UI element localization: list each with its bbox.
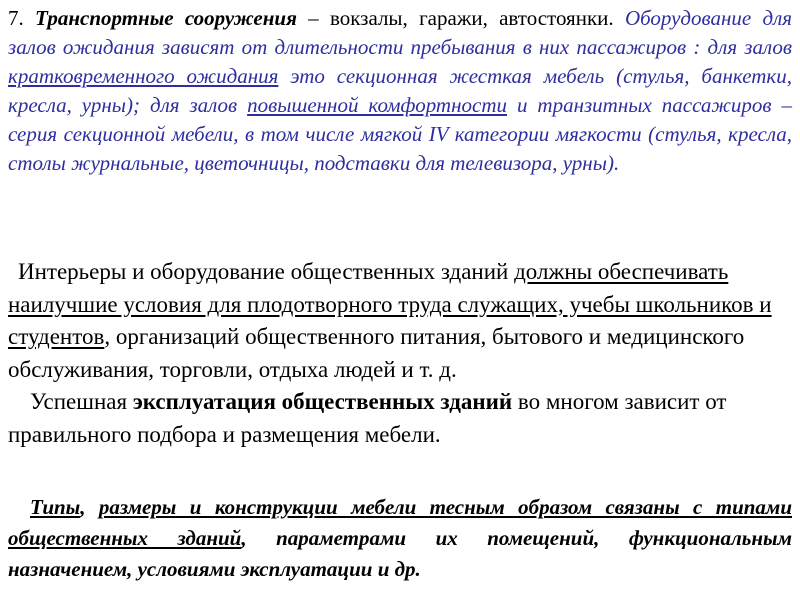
section-7-transport (8, 4, 792, 178)
conclusion-underlined: размеры и конструкции мебели тесным образом связаны с типами общественных зданий (8, 495, 792, 550)
section-title-rest: – вокзалы, гаражи, автостоянки. (296, 6, 614, 30)
operation-text-start: Успешная (30, 389, 133, 414)
section-title: Транспортные сооружения (35, 6, 297, 30)
conclusion-comma: , (80, 495, 99, 519)
operation-text-end: во многом зависит от правильного подбора и размещения мебели. (8, 389, 727, 447)
waiting-hall-text-1: Оборудование для залов ожидания зависят от длительности пребывания в них пассажиров : для залов (8, 6, 793, 59)
operation-bold: эксплуатация общественных зданий (132, 389, 513, 414)
interiors-underlined: должны обеспечивать наилучшие условия для плодотворного труда служащих, учебы школьников и студентов (8, 259, 772, 349)
section-number: 7. (8, 6, 36, 30)
interiors-section (8, 256, 778, 451)
interiors-text-start: Интерьеры и оборудование общественных зданий (18, 259, 515, 284)
operation-paragraph (8, 386, 778, 451)
waiting-hall-text-2: это секционная жесткая мебель (стулья, банкетки, кресла, урны); для залов (8, 64, 792, 117)
conclusion-paragraph (8, 492, 792, 585)
high-comfort-term: повышенной комфортности (247, 93, 507, 117)
interiors-paragraph (8, 256, 778, 386)
waiting-hall-text-3: и транзитных пассажиров – серия секционной мебели, в том числе мягкой IV категории мягкости (стулья, кресла, столы журнальные, цветочницы, подставки для телевизора, урны). (8, 93, 792, 175)
short-waiting-term: кратковременного ожидания (8, 64, 279, 88)
interiors-text-end: , организаций общественного питания, бытового и медицинского обслуживания, торговли, отдыха людей и т. д. (8, 324, 745, 382)
conclusion-text-end: , параметрами их помещений, функциональным назначением, условиями эксплуатации и др. (8, 526, 792, 581)
conclusion-types: Типы (30, 495, 81, 519)
